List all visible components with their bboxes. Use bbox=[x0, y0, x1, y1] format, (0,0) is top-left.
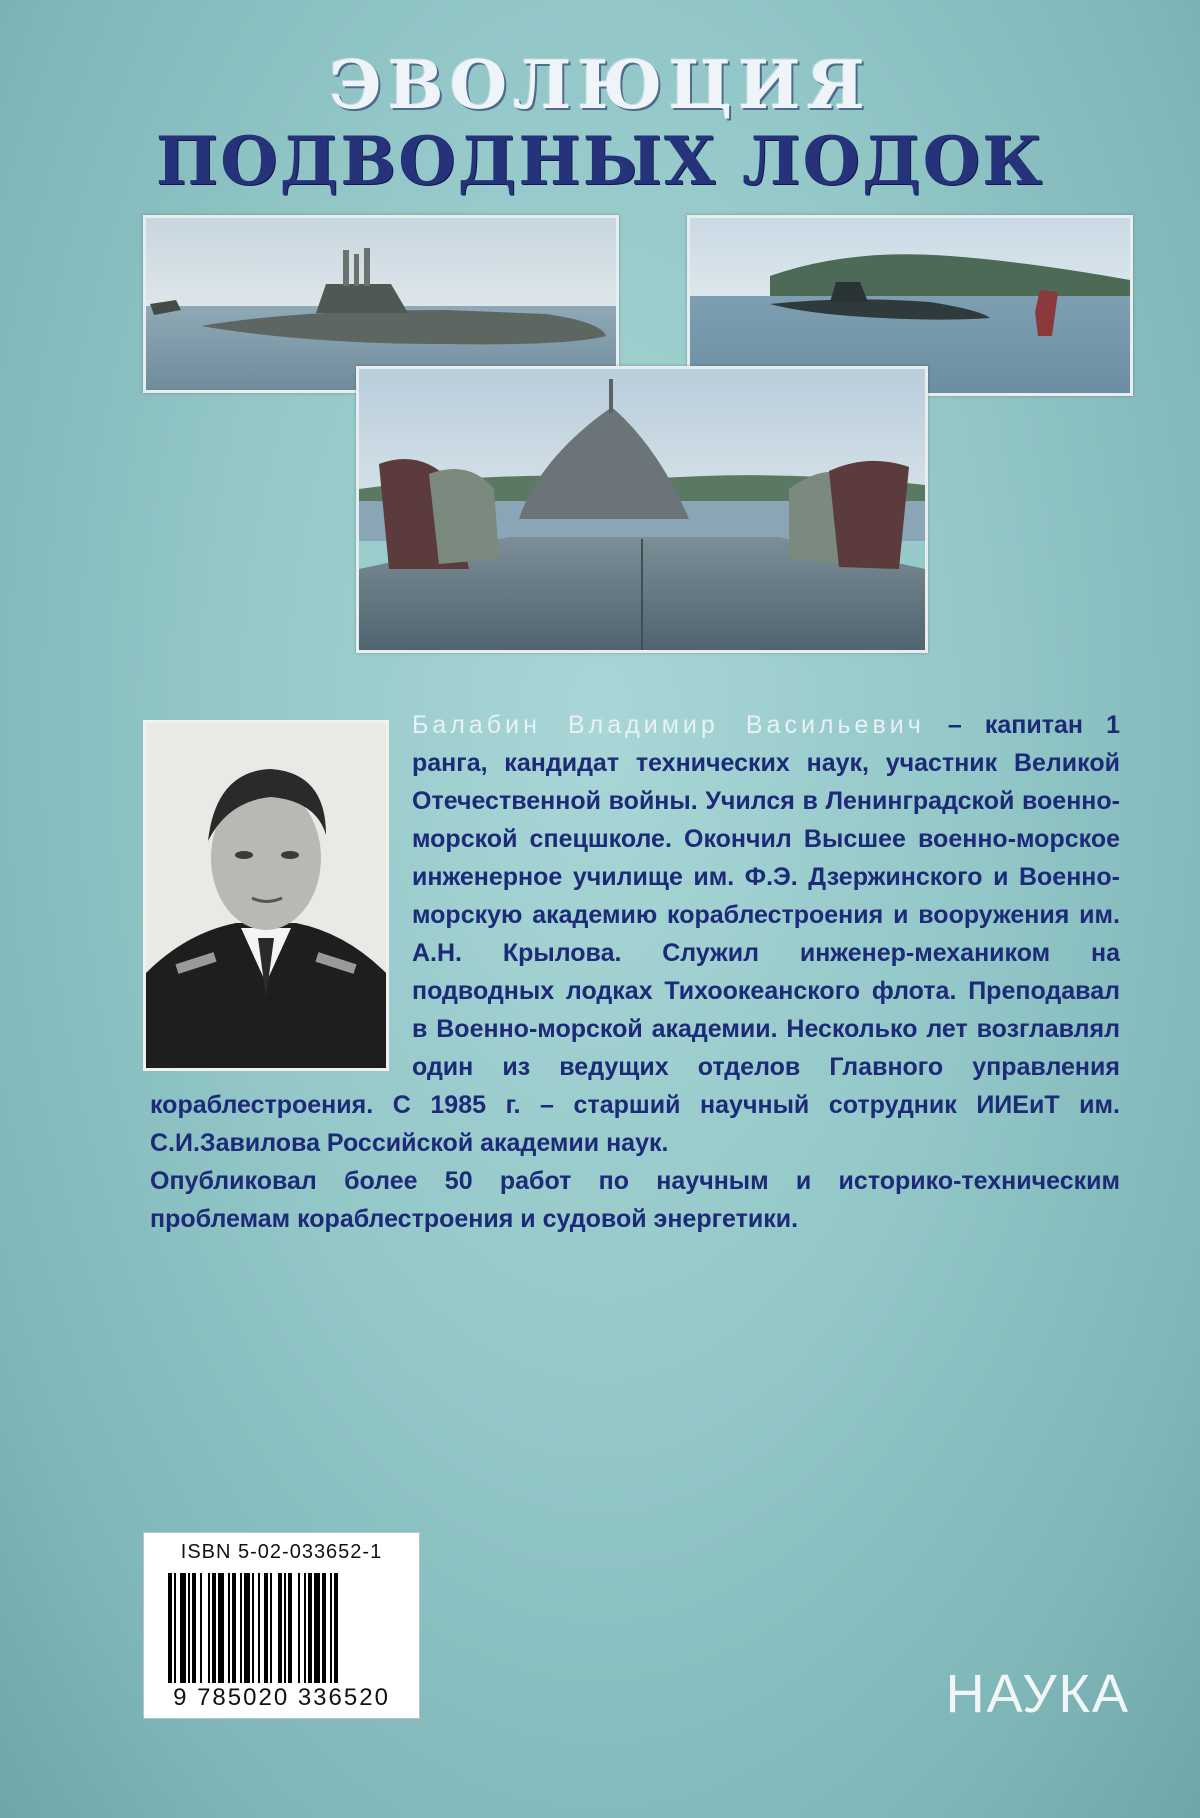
author-biography bbox=[150, 706, 1120, 1238]
publisher-name: НАУКА bbox=[945, 1664, 1130, 1724]
photo-submarine-deck bbox=[356, 366, 928, 653]
portrait-spacer bbox=[150, 706, 412, 1076]
isbn-label: ISBN 5-02-033652-1 bbox=[180, 1541, 383, 1563]
author-bio-text: капитан 1 ранга, кандидат технических наук, участник Великой Отечественной войны. Учился в Ленинградской военно-морской спецшколе. Окончил Высшее военно-морское инженерное училище им. Ф.Э. Дзержинского и Военно-морскую академию кораблестроения и вооружения им. А.Н. Крылова. Служил инженер-механиком на подводных лодках Тихоокеанского флота. Преподавал в Военно-морской академии. Несколько лет возглавлял один из ведущих отделов Главного управления кораблестроения. С 1985 г. – старший научный сотрудник ИИЕиТ им. С.И.Завилова Российской академии наук. bbox=[150, 711, 1120, 1157]
barcode-icon bbox=[168, 1573, 396, 1683]
title-line-1: ЭВОЛЮЦИЯ bbox=[329, 46, 871, 124]
barcode-digits: 9 785020 336520 bbox=[173, 1684, 390, 1711]
title-line-2: ПОДВОДНЫХ ЛОДОК bbox=[155, 122, 1045, 200]
submarine-deck-icon bbox=[359, 369, 925, 650]
author-name-dash: – bbox=[924, 711, 962, 739]
submarine-surfaced-icon bbox=[146, 218, 616, 390]
isbn-barcode-block bbox=[143, 1532, 420, 1719]
author-name: Балабин Владимир Васильевич bbox=[412, 711, 925, 739]
author-publications: Опубликовал более 50 работ по научным и историко-техническим проблемам кораблестроения и судовой энергетики. bbox=[150, 1167, 1120, 1233]
